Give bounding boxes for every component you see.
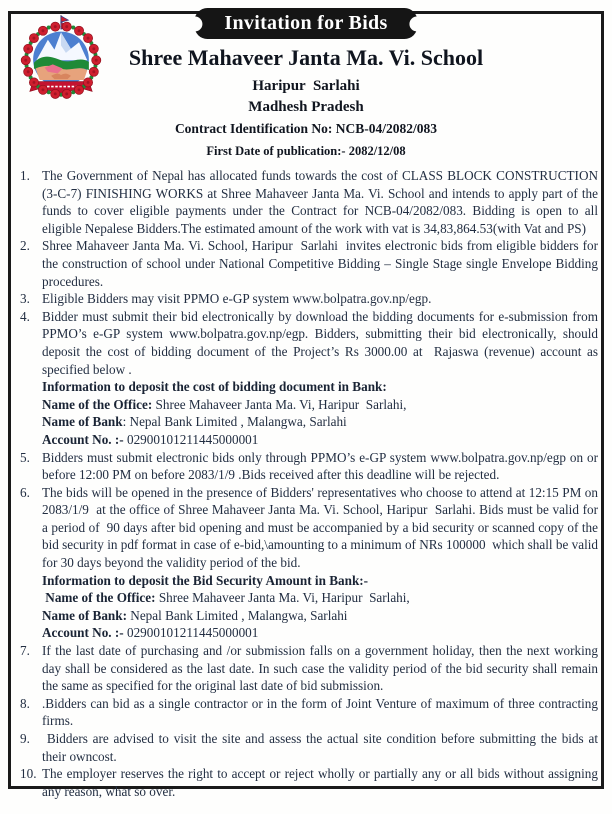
item-paragraph: The employer reserves the right to accept or reject wholly or partially any or all bids without assigning any reason, what so over. <box>42 766 602 799</box>
notice-item <box>20 167 602 237</box>
contract-id-line: Contract Identification No: NCB-04/2082/083 <box>174 121 438 136</box>
item-number: 6. <box>20 484 30 500</box>
notice-item <box>20 642 602 695</box>
notice-item <box>20 290 598 308</box>
notice-item <box>20 765 602 800</box>
item-paragraph: Bidders are advised to visit the site and assess the actual site condition before submitting the bids at their owncost. <box>42 731 602 764</box>
item-paragraph: Name of Bank: Nepal Bank Limited , Malangwa, Sarlahi <box>42 607 348 623</box>
item-paragraph: Name of the Office: Shree Mahaveer Janta Ma. Vi, Haripur Sarlahi, <box>42 396 407 412</box>
item-number: 4. <box>20 308 30 324</box>
item-paragraph: Eligible Bidders may visit PPMO e-GP system www.bolpatra.gov.np/egp. <box>42 291 432 307</box>
item-paragraph: Shree Mahaveer Janta Ma. Vi. School, Haripur Sarlahi invites electronic bids from eligible bidders for the construction of school under National Competitive Bidding – Single Stage single Envelope Bidding procedures. <box>42 238 602 289</box>
item-number: 2. <box>20 238 30 254</box>
notice-item <box>20 730 602 765</box>
publication-date-line: First Date of publication:- 2082/12/08 <box>206 144 406 158</box>
item-paragraph: The bids will be opened in the presence of Bidders' representatives who choose to attend at 12:15 PM on 2083/1/9 at the office of Shree Mahaveer Janta Ma. Vi. School, Haripur Sarlahi. Bids must be valid for a period of 90 days after bid opening and must be accompanied by a bid security or scanned copy of the bid security in pdf format in case of e-bid,\amounting to a minimum of NRs 100000 which shall be valid for 30 days beyond the validity period of the bid. <box>42 484 602 571</box>
notice-item <box>20 484 602 642</box>
notice-item <box>20 449 602 484</box>
item-paragraph: Account No. :- 02900101211445000001 <box>42 625 259 641</box>
item-number: 3. <box>20 291 30 307</box>
item-paragraph: The Government of Nepal has allocated funds towards the cost of CLASS BLOCK CONSTRUCTION (3-C-7) FINISHING WORKS at Shree Mahaveer Janta Ma. Vi. School and intends to apply part of the funds to cover eligible payments under the Contract for NCB-04/2082/083. Bidding is open to all eligible Nepalese Bidders.The estimated amount of the work with vat is 34,83,864.53(with Vat and PS) <box>42 168 602 236</box>
item-paragraph: Bidder must submit their bid electronically by download the bidding documents for e-submission from PPMO’s e-GP system www.bolpatra.gov.np/egp. Bidders, submitting their bid electronically, should deposit the cost of bidding document of the Project’s Rs 3000.00 at Rajaswa (revenue) account as specified below . <box>42 308 602 377</box>
school-location: Haripur Sarlahi <box>252 78 360 94</box>
item-number: 8. <box>20 695 30 711</box>
item-paragraph: Bidders must submit electronic bids only through PPMO’s e-GP system www.bolpatra.gov.np/egp on or before 12:00 PM on before 2083/1/9 .Bids received after this deadline will be rejected. <box>42 449 602 483</box>
notice-item <box>20 237 602 290</box>
nepal-emblem-logo <box>20 13 102 101</box>
school-name: Shree Mahaveer Janta Ma. Vi. School <box>128 45 484 70</box>
notice-list <box>20 167 602 800</box>
item-paragraph: .Bidders can bid as a single contractor or in the form of Joint Venture of maximum of three contracting firms. <box>42 695 602 729</box>
province-name: Madhesh Pradesh <box>248 99 364 115</box>
item-number: 1. <box>20 168 30 183</box>
item-number: 5. <box>20 449 30 465</box>
title-badge-label: Invitation for Bids <box>224 12 388 34</box>
item-paragraph: Account No. :- 02900101211445000001 <box>42 431 259 447</box>
item-number: 10. <box>20 766 37 782</box>
item-paragraph: Information to deposit the Bid Security Amount in Bank:- <box>42 572 369 588</box>
title-badge <box>194 8 417 39</box>
notice-item <box>20 308 602 449</box>
notice-item <box>20 695 602 730</box>
nepal-emblem-icon <box>20 13 102 101</box>
item-number: 7. <box>20 643 30 659</box>
item-paragraph: If the last date of purchasing and /or submission falls on a government holiday, then the next working day shall be considered as the last date. In such case the validity period of the bid security shall remain the same as specified for the original last date of bid submission. <box>42 643 602 694</box>
item-paragraph: Name of the Office: Shree Mahaveer Janta Ma. Vi, Haripur Sarlahi, <box>42 590 410 606</box>
item-number: 9. <box>20 731 30 746</box>
item-paragraph: Information to deposit the cost of bidding document in Bank: <box>42 379 387 395</box>
item-paragraph: Name of Bank: Nepal Bank Limited , Malangwa, Sarlahi <box>42 414 347 430</box>
